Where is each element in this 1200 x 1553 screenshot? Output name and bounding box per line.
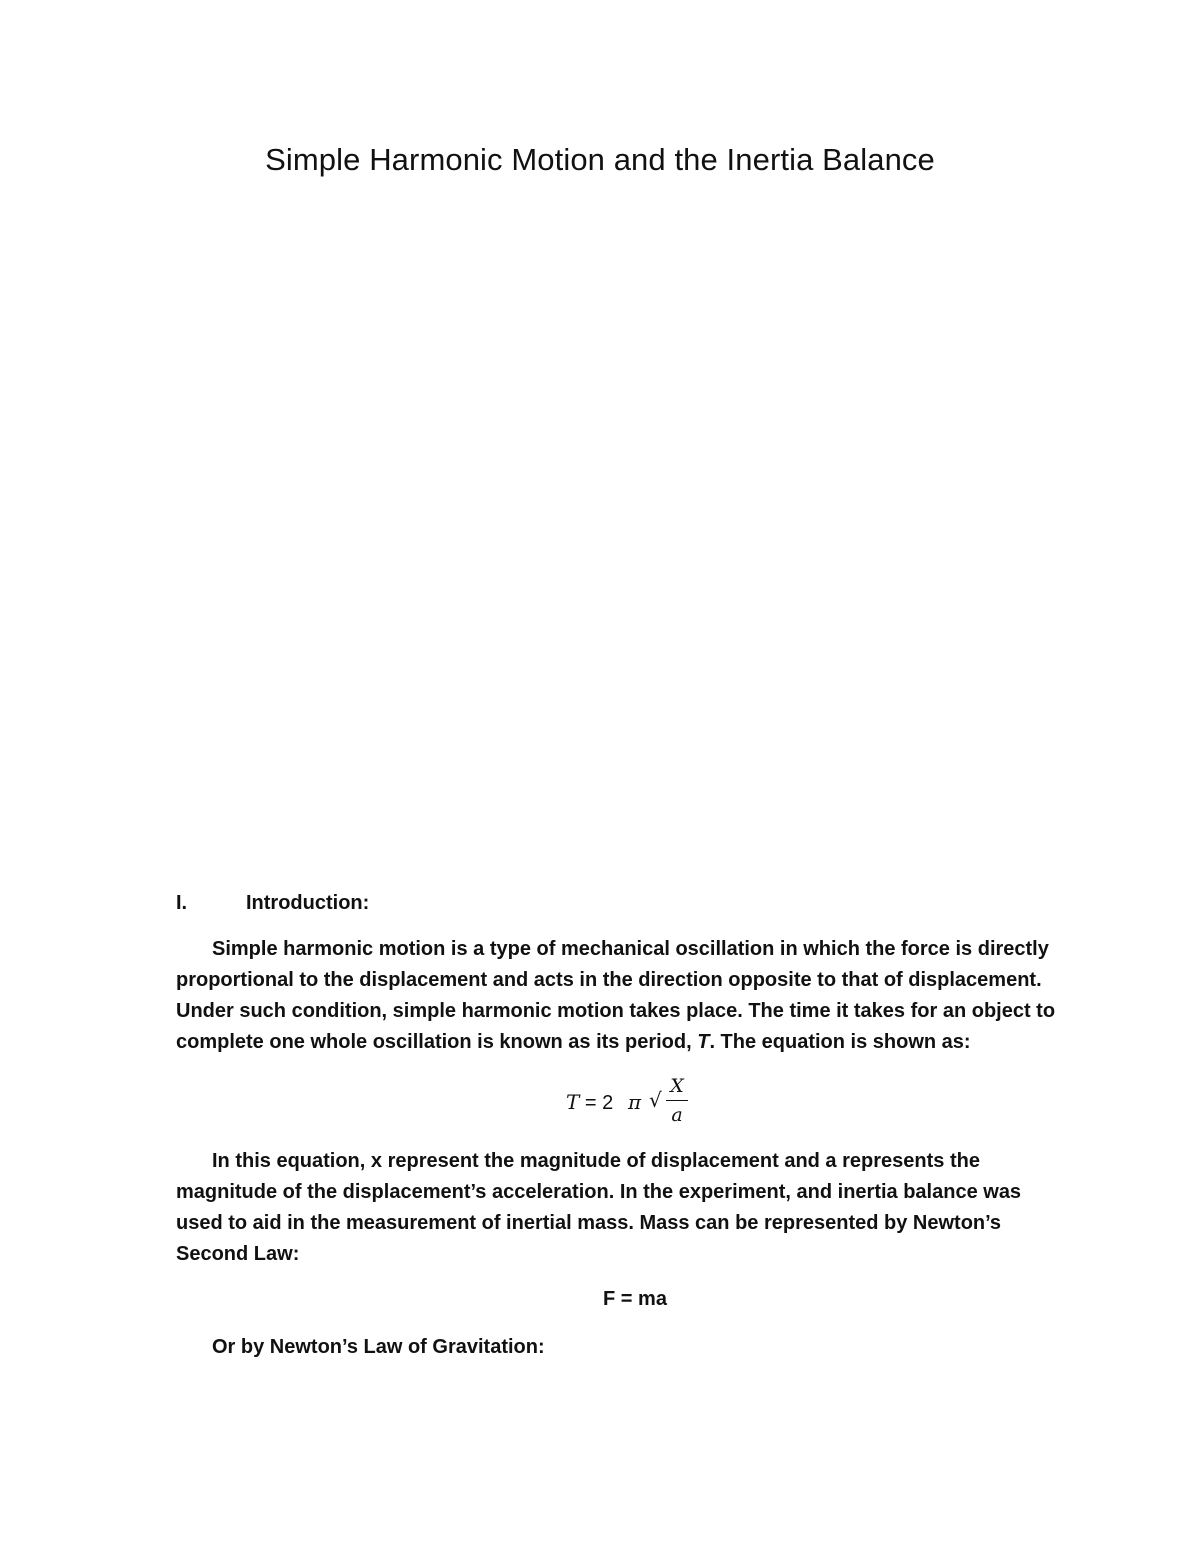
paragraph-line: Or by Newton’s Law of Gravitation: (212, 1336, 545, 1358)
gravitation-paragraph (176, 1332, 1076, 1363)
explanation-paragraph (176, 1146, 1076, 1270)
newton-second-law-equation: F = ma (603, 1288, 667, 1310)
section-number: I. (176, 892, 188, 914)
paragraph-text: complete one whole oscillation is known as its period, (176, 1031, 698, 1053)
paragraph-line: Second Law: (176, 1243, 300, 1265)
fraction-bar (666, 1100, 688, 1101)
paragraph-line: Simple harmonic motion is a type of mechanical oscillation in which the force is directly (212, 938, 1049, 960)
section-title: Introduction: (246, 892, 370, 914)
period-symbol: T (697, 1031, 710, 1053)
equation-denominator: a (671, 1104, 683, 1126)
paragraph-line: used to aid in the measurement of inertial mass. Mass can be represented by Newton’s (176, 1212, 1002, 1234)
paragraph-text: . The equation is shown as: (709, 1031, 971, 1053)
equation-pi: π (628, 1090, 642, 1114)
paragraph-line: Under such condition, simple harmonic motion takes place. The time it takes for an object to (176, 1000, 1056, 1022)
equation-numerator: X (670, 1075, 684, 1097)
equation-variable-t: T (566, 1090, 580, 1114)
equation-equals-two: = 2 (579, 1092, 614, 1114)
paragraph-line: magnitude of the displacement’s acceleration. In the experiment, and inertia balance was (176, 1181, 1022, 1203)
paragraph-line (176, 1027, 1076, 1058)
section-heading (176, 892, 369, 915)
intro-paragraph (176, 934, 1076, 1058)
document-title: Simple Harmonic Motion and the Inertia Balance (265, 142, 935, 177)
equation-lhs (566, 1090, 613, 1115)
paragraph-line: proportional to the displacement and acts in the direction opposite to that of displacement. (176, 969, 1042, 991)
square-root-symbol: √ (649, 1088, 662, 1112)
equation-fraction (666, 1074, 688, 1127)
paragraph-line: In this equation, x represent the magnitude of displacement and a represents the (212, 1150, 980, 1172)
